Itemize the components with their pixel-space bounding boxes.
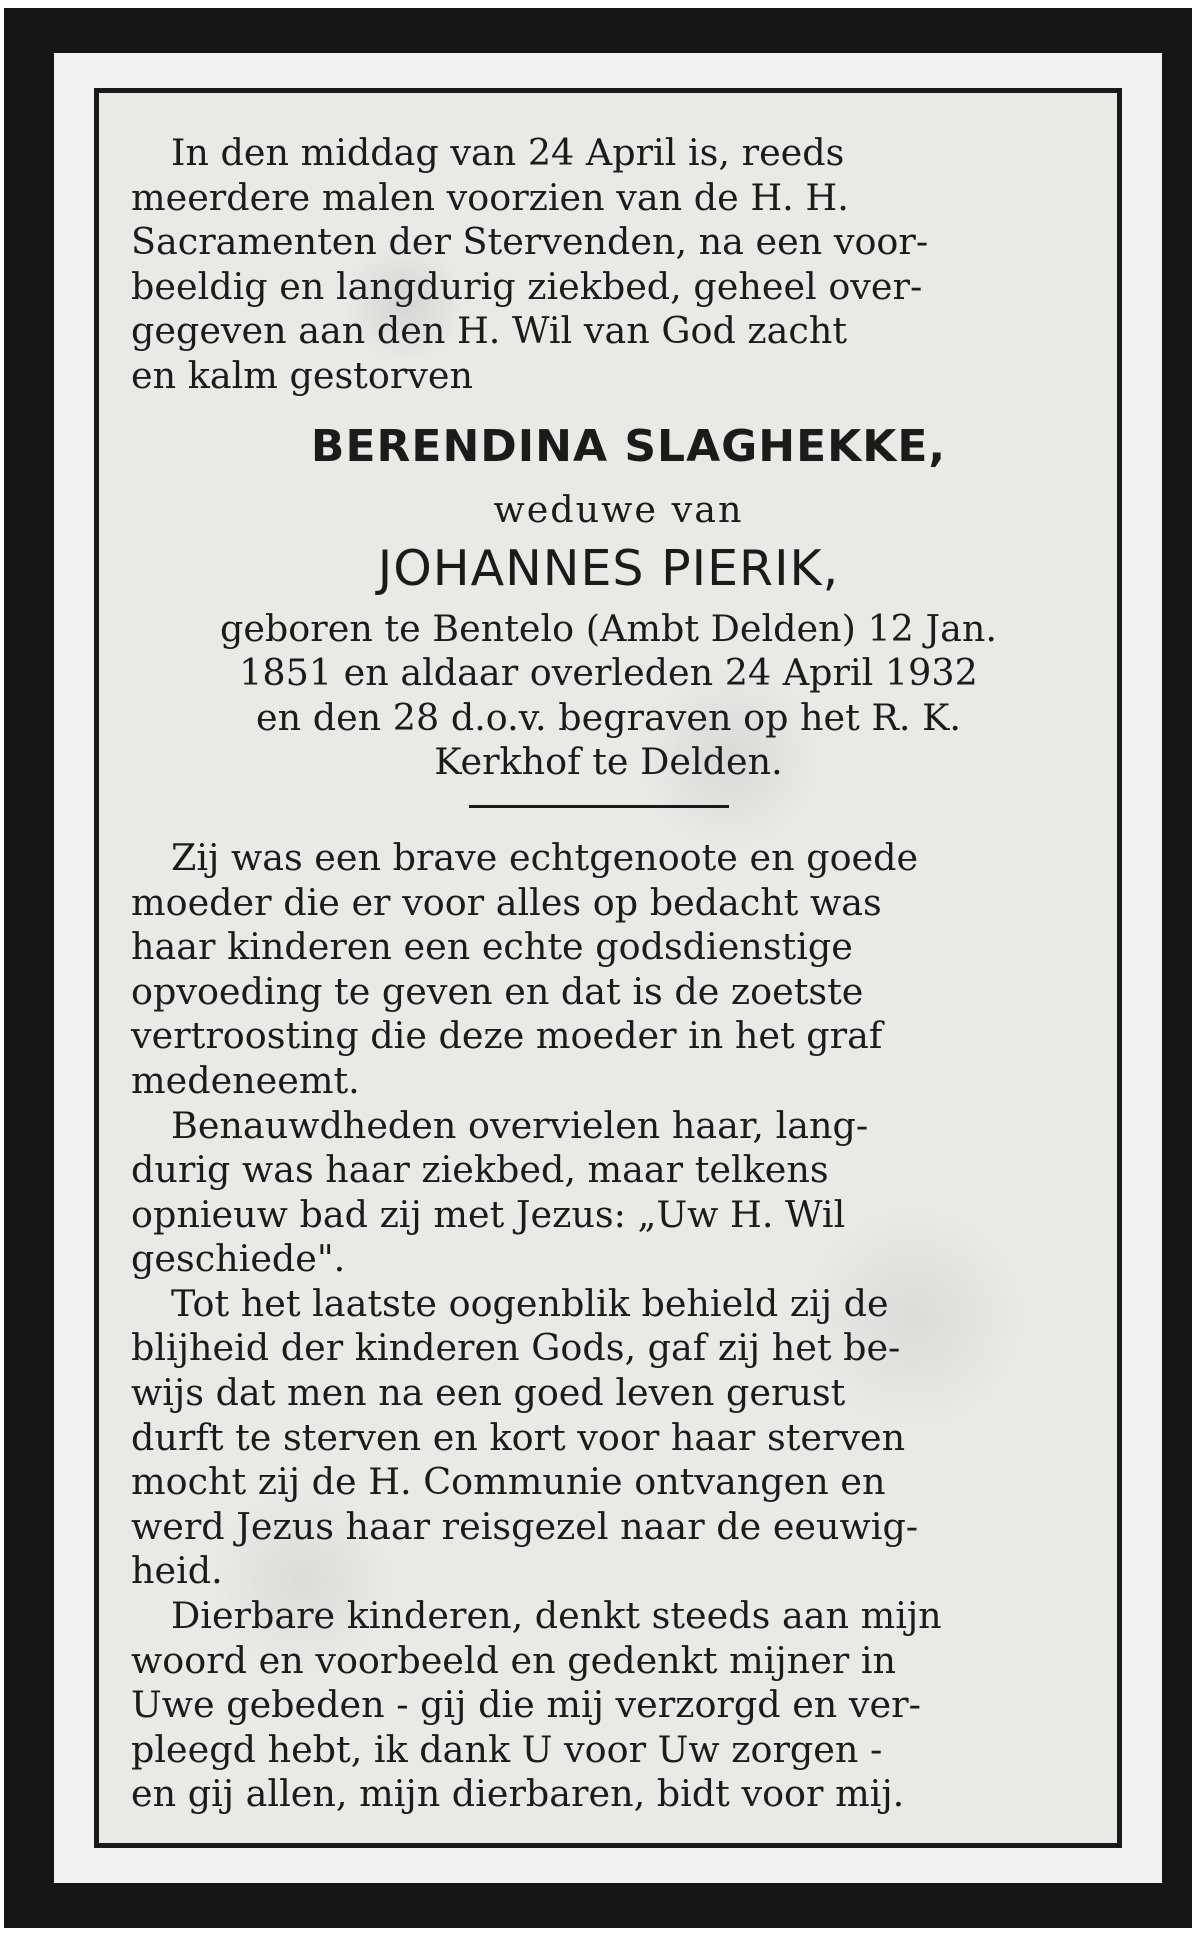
intro-line: meerdere malen voorzien van de H. H. — [131, 175, 849, 219]
body-line: vertroosting die deze moeder in het graf — [131, 1014, 883, 1058]
body-line: Tot het laatste oogenblik behield zij de — [171, 1281, 889, 1325]
details-line: geboren te Bentelo (Ambt Delden) 12 Jan. — [219, 606, 998, 650]
body-line: geschiede". — [131, 1237, 346, 1281]
body-line: werd Jezus haar reisgezel naar de eeuwig- — [131, 1504, 919, 1548]
body-line: moeder die er voor alles op bedacht was — [131, 880, 882, 924]
intro-paragraph — [131, 131, 1086, 399]
card-border-frame — [94, 88, 1122, 1848]
body-line: mocht zij de H. Communie ontvangen en — [131, 1460, 886, 1504]
card-paper — [54, 53, 1162, 1883]
birth-death-details — [131, 607, 1086, 785]
body-paragraph-1 — [131, 836, 1086, 1104]
divider-rule — [469, 805, 729, 808]
body-line: heid. — [131, 1549, 223, 1593]
body-line: opnieuw bad zij met Jezus: „Uw H. Wil — [131, 1192, 846, 1236]
body-line: blijheid der kinderen Gods, gaf zij het be- — [131, 1326, 901, 1370]
body-line: pleegd hebt, ik dank U voor Uw zorgen - — [131, 1727, 883, 1771]
body-line: woord en voorbeeld en gedenkt mijner in — [131, 1638, 897, 1682]
husband-name: JOHANNES PIERIK, — [377, 539, 840, 597]
body-line: opvoeding te geven en dat is de zoetste — [131, 969, 864, 1013]
body-line: wijs dat men na een goed leven gerust — [131, 1371, 846, 1415]
body-paragraph-4 — [131, 1594, 1086, 1817]
body-line: Dierbare kinderen, denkt steeds aan mijn — [171, 1594, 942, 1638]
body-line: durig was haar ziekbed, maar telkens — [131, 1148, 829, 1192]
body-line: durft te sterven en kort voor haar sterven — [131, 1415, 906, 1459]
details-line: 1851 en aldaar overleden 24 April 1932 — [239, 651, 978, 695]
body-line: Zij was een brave echtgenoote en goede — [171, 835, 919, 879]
body-line: en gij allen, mijn dierbaren, bidt voor mij. — [131, 1772, 905, 1816]
body-line: Uwe gebeden - gij die mij verzorgd en ver- — [131, 1683, 921, 1727]
details-line: en den 28 d.o.v. begraven op het R. K. — [256, 695, 961, 739]
body-line: Benauwdheden overvielen haar, lang- — [171, 1103, 869, 1147]
intro-line: In den middag van 24 April is, reeds — [171, 131, 845, 174]
intro-line: beeldig en langdurig ziekbed, geheel over- — [131, 264, 923, 308]
memorial-card — [4, 8, 1192, 1928]
intro-line: Sacramenten der Stervenden, na een voor- — [131, 220, 929, 264]
deceased-name: BERENDINA SLAGHEKKE, — [310, 420, 947, 472]
body-paragraph-3 — [131, 1282, 1086, 1594]
details-line: Kerkhof te Delden. — [434, 740, 783, 784]
body-line: haar kinderen een echte godsdienstige — [131, 925, 853, 969]
body-line: medeneemt. — [131, 1058, 360, 1102]
widow-of-label: weduwe van — [493, 487, 744, 531]
body-paragraph-2 — [131, 1104, 1086, 1282]
card-text — [131, 131, 1086, 1817]
intro-line: gegeven aan den H. Wil van God zacht — [131, 309, 848, 353]
intro-line: en kalm gestorven — [131, 353, 473, 397]
